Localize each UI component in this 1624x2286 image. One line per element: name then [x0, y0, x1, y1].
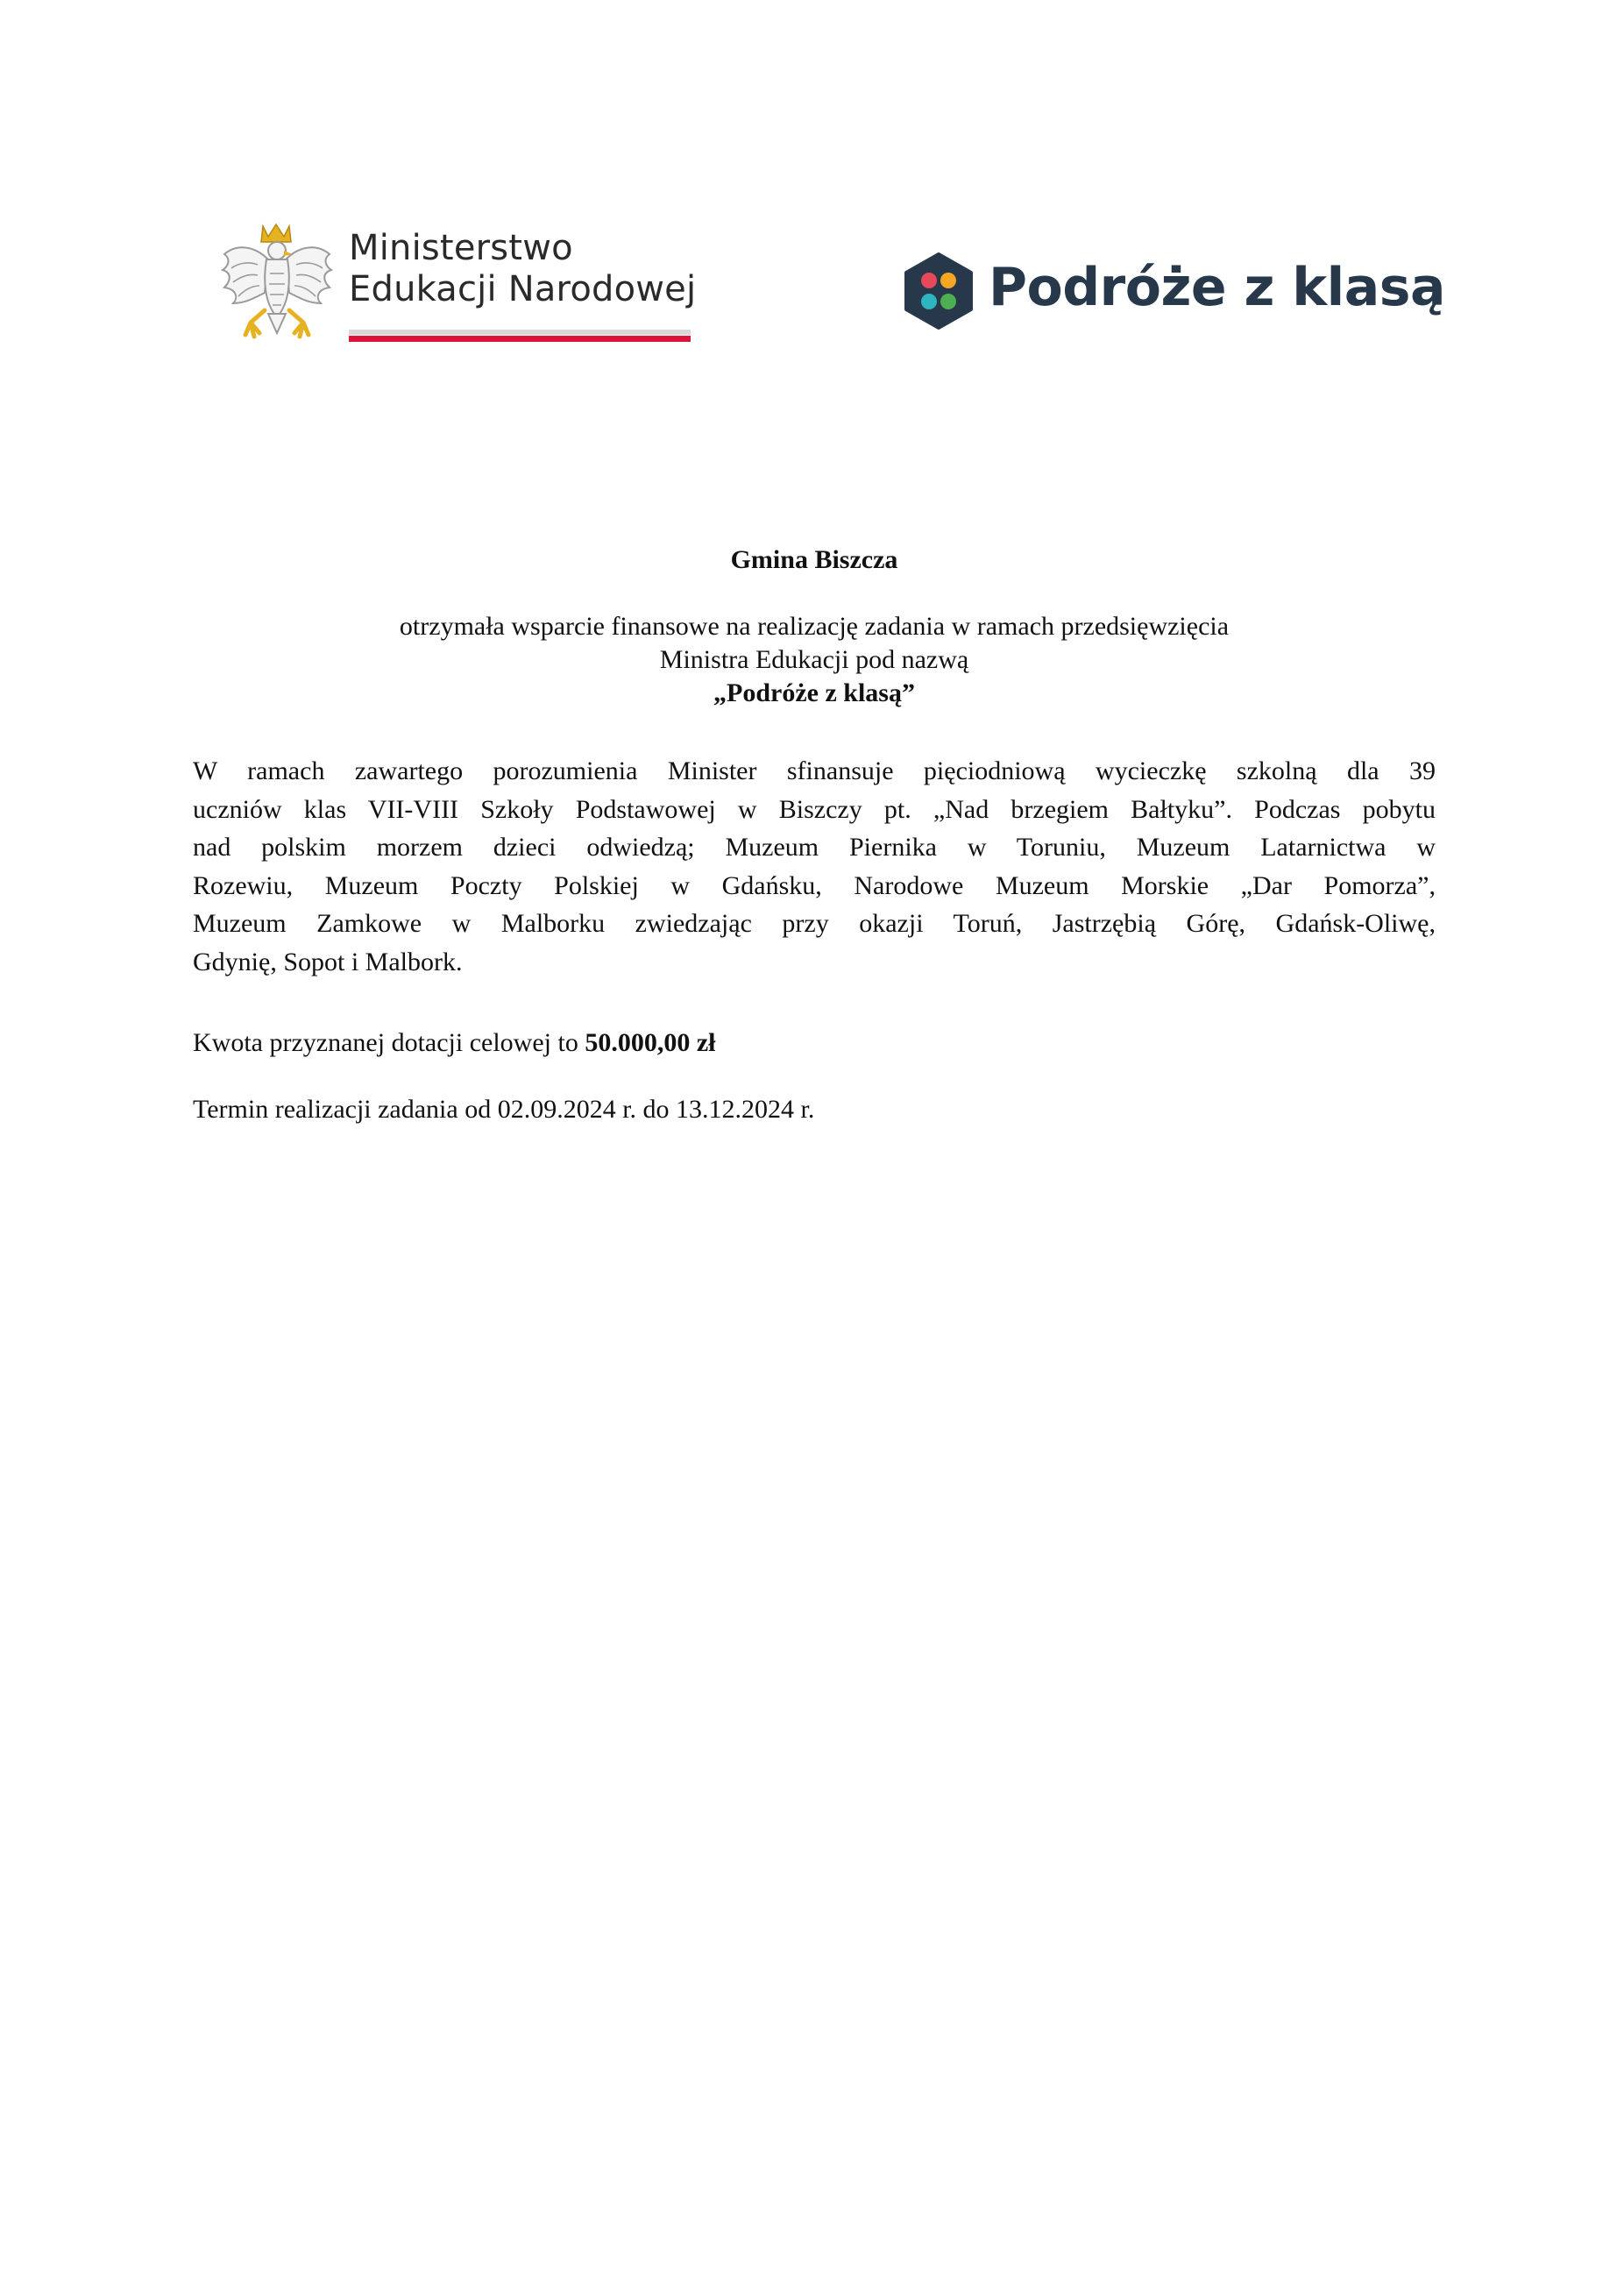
paragraph-line: uczniów klas VII-VIII Szkoły Podstawowej w Biszczy pt. „Nad brzegiem Bałtyku”. Podczas pobytu — [193, 794, 1436, 824]
polish-eagle-icon — [219, 219, 333, 349]
program-logo-icon — [903, 252, 975, 330]
paragraph-line: Muzeum Zamkowe w Malborku zwiedzając przy okazji Toruń, Jastrzębią Górę, Gdańsk-Oliwę, — [193, 909, 1436, 938]
intro-block — [193, 610, 1436, 710]
paragraph-line: Gdynię, Sopot i Malbork. — [193, 947, 463, 976]
intro-line-2: Ministra Edukacji pod nazwą — [659, 645, 969, 674]
ministry-rule-red — [349, 336, 691, 342]
program-logo — [903, 252, 1445, 331]
ministry-name — [349, 228, 696, 310]
intro-program-name: „Podróże z klasą” — [713, 678, 915, 707]
implementation-term: Termin realizacji zadania od 02.09.2024 r. do 13.12.2024 r. — [193, 1095, 815, 1124]
intro-line-1: otrzymała wsparcie finansowe na realizację zadania w ramach przedsięwzięcia — [399, 612, 1230, 641]
ministry-logo — [219, 219, 697, 351]
grant-amount-label: Kwota przyznanej dotacji celowej to — [193, 1028, 585, 1057]
paragraph-line: nad polskim morzem dzieci odwiedzą; Muzeum Piernika w Toruniu, Muzeum Latarnictwa w — [193, 833, 1436, 862]
grant-amount — [193, 1026, 715, 1061]
paragraph-line: W ramach zawartego porozumienia Minister sfinansuje pięciodniową wycieczkę szkolną dla 39 — [193, 756, 1436, 785]
description-paragraph — [193, 752, 1436, 981]
ministry-rule-white — [349, 330, 691, 335]
heading-gmina: Gmina Biszcza — [730, 545, 898, 574]
paragraph-line: Rozewiu, Muzeum Poczty Polskiej w Gdańsku, Narodowe Muzeum Morskie „Dar Pomorza”, — [193, 870, 1436, 900]
grant-amount-value: 50.000,00 zł — [585, 1028, 716, 1057]
ministry-name-line2: Edukacji Narodowej — [349, 269, 697, 309]
program-logo-text: Podróże z klasą — [989, 257, 1445, 318]
ministry-name-line1: Ministerstwo — [349, 228, 573, 268]
